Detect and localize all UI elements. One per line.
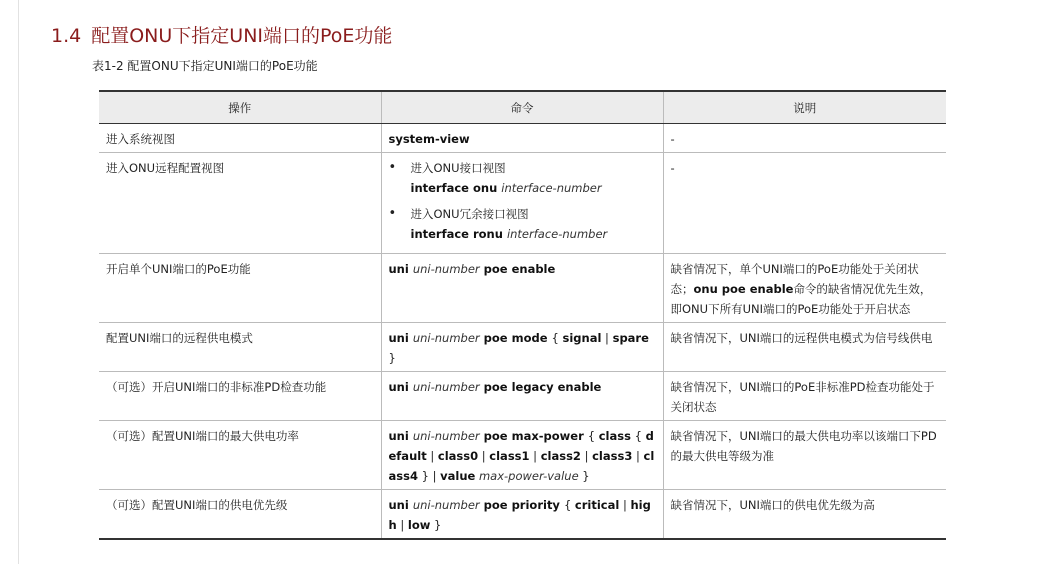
- option-command: [411, 224, 656, 244]
- command-keyword: uni: [388, 331, 413, 345]
- command-keyword: class1: [489, 449, 530, 463]
- command-text: |: [632, 449, 644, 463]
- command-keyword: uni: [388, 262, 413, 276]
- command-argument: uni-number: [412, 380, 480, 394]
- command-text: |: [580, 449, 593, 463]
- command-keyword: class: [598, 429, 631, 443]
- command-text: |: [601, 331, 613, 345]
- command-cell: [381, 323, 663, 372]
- command-keyword: interface onu: [410, 181, 502, 195]
- left-margin-rule: [18, 0, 19, 564]
- description-cell: [663, 254, 946, 323]
- command-keyword: default: [388, 429, 654, 463]
- table-row: [99, 153, 946, 254]
- option-label: • 进入ONU接口视图: [410, 161, 506, 175]
- command-cell: [381, 421, 663, 490]
- command-text: 缺省情况下，单个UNI端口的PoE功能处于关闭状态；: [670, 262, 919, 296]
- description-cell: -: [663, 153, 946, 254]
- command-argument: uni-number: [412, 498, 480, 512]
- table-row: [99, 372, 946, 421]
- command-text: 命令的缺省情况优先生效，即ONU下所有UNI端口的PoE功能处于开启状态: [670, 282, 932, 316]
- operation-cell: 配置UNI端口的远程供电模式: [99, 323, 381, 372]
- command-text: {: [563, 498, 575, 512]
- command-text: |: [529, 449, 541, 463]
- command-keyword: class4: [388, 449, 655, 483]
- command-keyword: class2: [540, 449, 581, 463]
- table-row: [99, 421, 946, 490]
- command-text: |: [478, 449, 490, 463]
- operation-cell: 进入系统视图: [99, 124, 381, 153]
- list-item: [389, 158, 656, 198]
- operation-cell: 进入ONU远程配置视图: [99, 153, 381, 254]
- command-argument: uni-number: [412, 429, 480, 443]
- section-number: 1.4: [51, 25, 82, 47]
- command-keyword: interface ronu: [410, 227, 507, 241]
- command-cell: [381, 490, 663, 540]
- command-cell: [381, 153, 663, 254]
- command-text: }: [388, 351, 396, 365]
- command-keyword: poe priority: [479, 498, 564, 512]
- description-cell: 缺省情况下，UNI端口的供电优先级为高: [663, 490, 946, 540]
- description-cell: 缺省情况下，UNI端口的远程供电模式为信号线供电: [663, 323, 946, 372]
- option-command: [411, 178, 656, 198]
- command-text: }: [430, 518, 442, 532]
- list-item: [389, 204, 656, 244]
- operation-cell: 开启单个UNI端口的PoE功能: [99, 254, 381, 323]
- command-text: |: [396, 518, 408, 532]
- command-keyword: onu poe enable: [693, 282, 794, 296]
- command-text: |: [619, 498, 631, 512]
- command-text: }: [578, 469, 590, 483]
- command-keyword: uni: [388, 380, 413, 394]
- operation-cell: （可选）开启UNI端口的非标准PD检查功能: [99, 372, 381, 421]
- description-cell: 缺省情况下，UNI端口的PoE非标准PD检查功能处于关闭状态: [663, 372, 946, 421]
- table-row: [99, 323, 946, 372]
- command-keyword: class3: [592, 449, 633, 463]
- table-caption: 表1-2 配置ONU下指定UNI端口的PoE功能: [92, 59, 318, 73]
- command-cell: [381, 254, 663, 323]
- command-options-list: [389, 158, 656, 244]
- command-keyword: class0: [437, 449, 479, 463]
- command-keyword: system-view: [388, 132, 470, 146]
- command-table: [99, 90, 946, 540]
- command-keyword: poe legacy enable: [479, 380, 602, 394]
- command-keyword: uni: [388, 498, 413, 512]
- command-text: } |: [417, 469, 441, 483]
- command-argument: max-power-value: [478, 469, 579, 483]
- description-cell: -: [663, 124, 946, 153]
- table-row: [99, 254, 946, 323]
- command-text: {: [551, 331, 563, 345]
- header-operation: 操作: [99, 91, 381, 124]
- command-keyword: low: [407, 518, 431, 532]
- command-argument: uni-number: [412, 262, 480, 276]
- table-header-row: [99, 91, 946, 124]
- command-keyword: high: [388, 498, 651, 532]
- command-argument: interface-number: [501, 181, 602, 195]
- command-cell: [381, 124, 663, 153]
- table-row: [99, 490, 946, 540]
- table-row: [99, 124, 946, 153]
- command-argument: uni-number: [412, 331, 480, 345]
- command-keyword: critical: [574, 498, 620, 512]
- command-keyword: spare: [612, 331, 649, 345]
- command-text: {: [587, 429, 599, 443]
- command-cell: [381, 372, 663, 421]
- command-text: {: [630, 429, 646, 443]
- command-keyword: signal: [562, 331, 602, 345]
- command-keyword: uni: [388, 429, 413, 443]
- command-keyword: value: [440, 469, 476, 483]
- command-argument: interface-number: [506, 227, 608, 241]
- description-cell: 缺省情况下，UNI端口的最大供电功率以该端口下PD的最大供电等级为准: [663, 421, 946, 490]
- operation-cell: （可选）配置UNI端口的供电优先级: [99, 490, 381, 540]
- header-command: 命令: [381, 91, 663, 124]
- command-text: |: [426, 449, 438, 463]
- command-keyword: poe enable: [479, 262, 556, 276]
- command-keyword: poe mode: [479, 331, 552, 345]
- section-title: [51, 21, 392, 48]
- command-keyword: poe max-power: [479, 429, 588, 443]
- section-title-text: 配置ONU下指定UNI端口的PoE功能: [91, 25, 393, 47]
- operation-cell: （可选）配置UNI端口的最大供电功率: [99, 421, 381, 490]
- header-description: 说明: [663, 91, 946, 124]
- option-label: • 进入ONU冗余接口视图: [410, 207, 529, 221]
